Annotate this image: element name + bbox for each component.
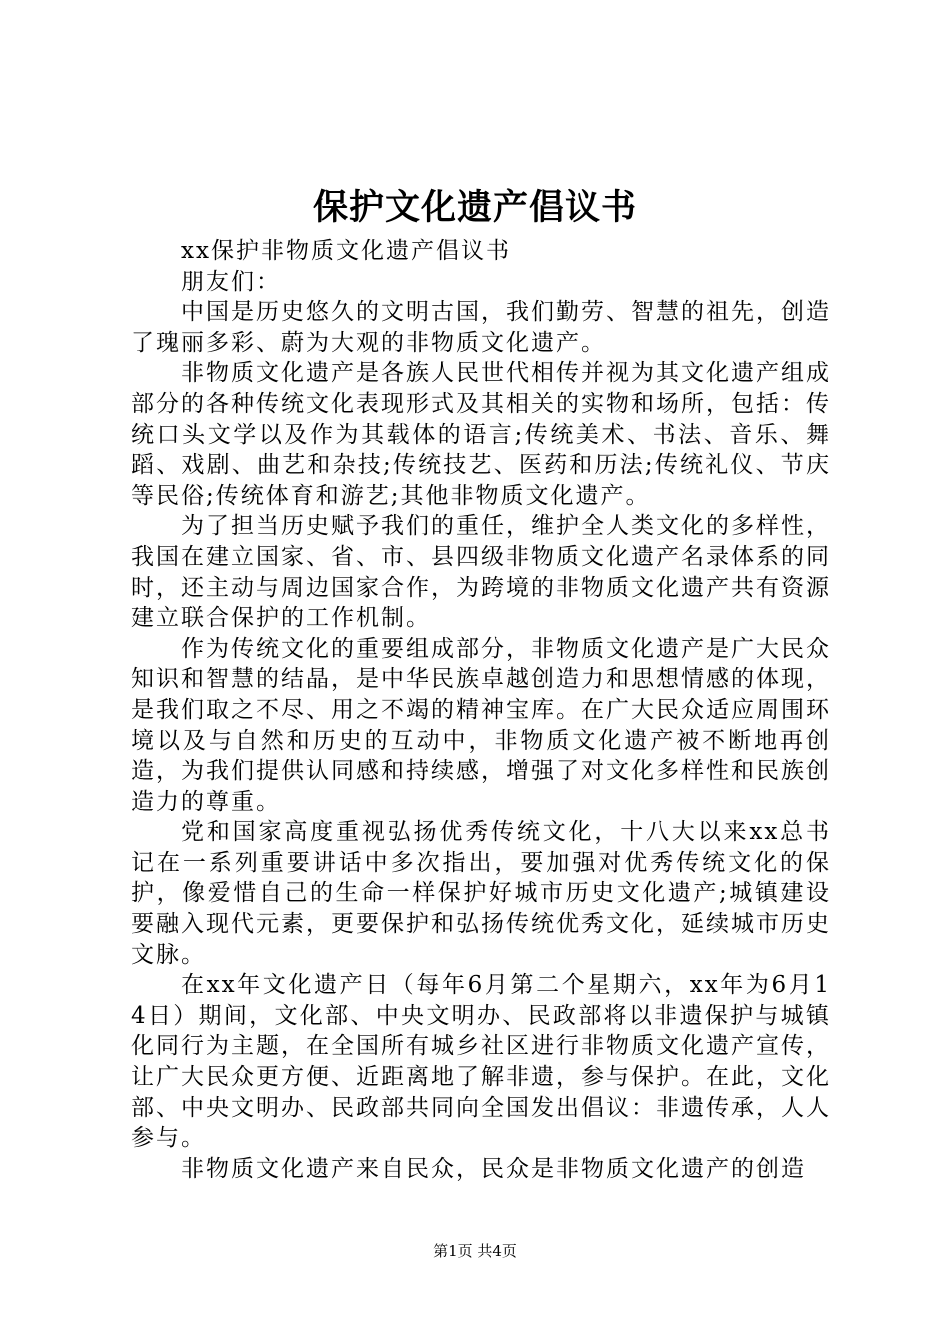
paragraph: 为了担当历史赋予我们的重任，维护全人类文化的多样性，我国在建立国家、省、市、县四级非物质文化遗产名录体系的同时，还主动与周边国家合作，为跨境的非物质文化遗产共有资源建立联合保护的工作机制。	[131, 513, 831, 632]
paragraph: 中国是历史悠久的文明古国，我们勤劳、智慧的祖先，创造了瑰丽多彩、蔚为大观的非物质文化遗产。	[131, 299, 831, 356]
paragraph: 非物质文化遗产来自民众，民众是非物质文化遗产的创造	[181, 1155, 806, 1182]
document-title: 保护文化遗产倡议书	[312, 187, 637, 228]
paragraph: 非物质文化遗产是各族人民世代相传并视为其文化遗产组成部分的各种传统文化表现形式及其相关的实物和场所，包括：传统口头文学以及作为其载体的语言;传统美术、书法、音乐、舞蹈、戏剧、曲艺和杂技;传统技艺、医药和历法;传统礼仪、节庆等民俗;传统体育和游艺;其他非物质文化遗产。	[131, 360, 831, 509]
paragraph: 在xx年文化遗产日（每年6月第二个星期六，xx年为6月14日）期间，文化部、中央文明办、民政部将以非遗保护与城镇化同行为主题，在全国所有城乡社区进行非物质文化遗产宣传，让广大民众更方便、近距离地了解非遗，参与保护。在此，文化部、中央文明办、民政部共同向全国发出倡议：非遗传承，人人参与。	[131, 972, 831, 1152]
paragraph: 作为传统文化的重要组成部分，非物质文化遗产是广大民众知识和智慧的结晶，是中华民族卓越创造力和思想情感的体现，是我们取之不尽、用之不竭的精神宝库。在广大民众适应周围环境以及与自然和历史的互动中，非物质文化遗产被不断地再创造，为我们提供认同感和持续感，增强了对文化多样性和民族创造力的尊重。	[131, 635, 831, 815]
document-body	[131, 236, 831, 1184]
salutation: 朋友们：	[181, 268, 281, 295]
page-number-footer: 第1页 共4页	[433, 1242, 517, 1260]
document-subtitle: xx保护非物质文化遗产倡议书	[181, 238, 511, 264]
paragraph: 党和国家高度重视弘扬优秀传统文化，十八大以来xx总书记在一系列重要讲话中多次指出，要加强对优秀传统文化的保护，像爱惜自己的生命一样保护好城市历史文化遗产;城镇建设要融入现代元素，更要保护和弘扬传统优秀文化，延续城市历史文脉。	[131, 819, 831, 968]
